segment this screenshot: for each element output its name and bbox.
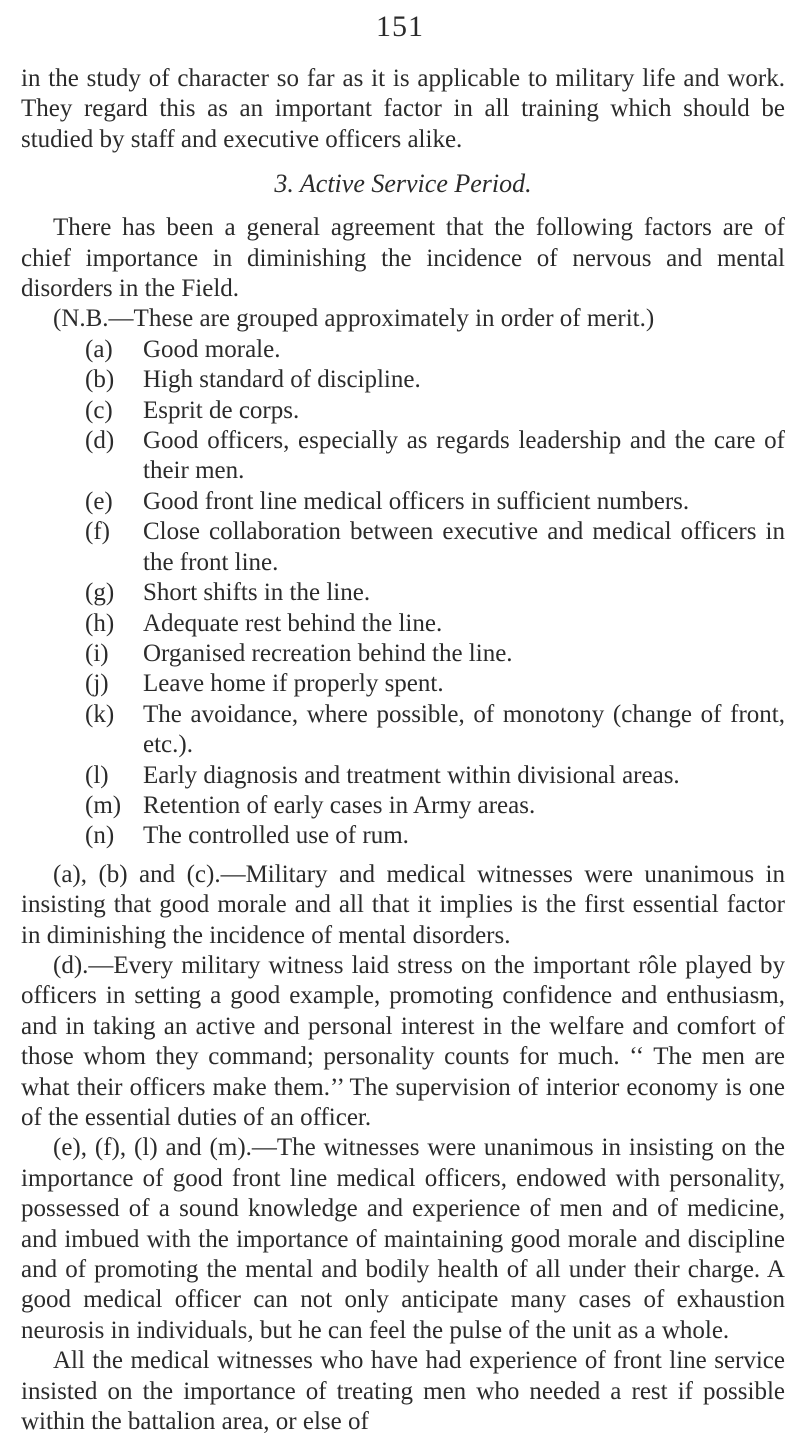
spacer <box>21 852 785 860</box>
list-item-label: (j) <box>85 670 109 698</box>
page-body <box>21 64 785 1437</box>
list-item-text: Good officers, especially as regards leadership and the care of their men. <box>143 427 785 485</box>
list-item <box>21 609 785 639</box>
factors-list <box>21 335 785 852</box>
list-item-text: The controlled use of rum. <box>143 822 409 850</box>
list-item-text: Close collaboration between executive and medical officers in the front line. <box>143 518 785 576</box>
list-item <box>21 821 785 851</box>
section-heading: 3. Active Service Period. <box>274 169 532 199</box>
ranking-note: (N.B.—These are grouped approximately in order of merit.) <box>53 305 655 333</box>
list-item <box>21 396 785 426</box>
list-item <box>21 517 785 578</box>
page-number: 151 <box>376 10 424 43</box>
discussion-paragraph: (d).—Every military witness laid stress on the important rôle played by officers in setting a good example, promoting confidence and enthusiasm, and in taking an active and personal interest in the welfare and comfort of those whom they command; personality counts for much. ‘‘ The men are what their officers make them.’’ The supervision of interior economy is one of the essential duties of an officer. <box>21 951 785 1131</box>
list-item-text: Early diagnosis and treatment within divisional areas. <box>143 761 680 789</box>
list-item-label: (g) <box>85 579 115 607</box>
intro-paragraph: There has been a general agreement that the following factors are of chief importance in diminishing the incidence of nervous and mental disorders in the Field. <box>21 214 785 303</box>
list-item-label: (f) <box>85 518 110 546</box>
list-item <box>21 335 785 365</box>
list-item <box>21 669 785 699</box>
list-item-text: Good morale. <box>143 335 281 363</box>
list-item-label: (k) <box>85 700 115 728</box>
list-item-label: (a) <box>85 335 113 363</box>
list-item-label: (n) <box>85 822 115 850</box>
list-item-label: (c) <box>85 396 113 424</box>
list-item <box>21 578 785 608</box>
list-item-label: (i) <box>85 639 109 667</box>
list-item-text: Esprit de corps. <box>143 396 300 424</box>
list-item-label: (l) <box>85 761 109 789</box>
spacer <box>21 199 785 213</box>
list-item <box>21 639 785 669</box>
opening-paragraph: in the study of character so far as it is applicable to military life and work. They regard this as an important factor in all training which should be studied by staff and executive officers alike. <box>21 65 785 153</box>
list-item-text: Adequate rest behind the line. <box>143 609 443 637</box>
list-item <box>21 761 785 791</box>
list-item-text: Retention of early cases in Army areas. <box>143 791 536 819</box>
spacer <box>21 155 785 169</box>
list-item <box>21 791 785 821</box>
list-item-label: (b) <box>85 366 115 394</box>
list-item-label: (e) <box>85 487 113 515</box>
list-item <box>21 365 785 395</box>
list-item-text: The avoidance, where possible, of monotony (change of front, etc.). <box>143 700 785 759</box>
discussion-paragraph: All the medical witnesses who have had experience of front line service insisted on the importance of treating men who needed a rest if possible within the battalion area, or else of <box>21 1347 785 1436</box>
list-item-label: (m) <box>85 791 122 819</box>
list-item-text: Organised recreation behind the line. <box>143 639 513 667</box>
list-item-text: Short shifts in the line. <box>143 579 371 607</box>
list-item-label: (d) <box>85 427 115 455</box>
list-item <box>21 700 785 761</box>
list-item <box>21 487 785 517</box>
list-item-text: Good front line medical officers in sufficient numbers. <box>143 487 690 515</box>
list-item-text: High standard of discipline. <box>143 366 421 394</box>
list-item <box>21 426 785 487</box>
list-item-text: Leave home if properly spent. <box>143 670 444 698</box>
discussion-paragraph: (a), (b) and (c).—Military and medical witnesses were unanimous in insisting that good morale and all that it implies is the first essential factor in diminishing the incidence of mental disorders. <box>21 860 785 949</box>
list-item-label: (h) <box>85 609 115 637</box>
discussion-paragraph: (e), (f), (l) and (m).—The witnesses were unanimous in insisting on the importance of good front line medical officers, endowed with personality, possessed of a sound knowledge and experience of men and of medicine, and imbued with the importance of maintaining good morale and discipline and of promoting the mental and bodily health of all under their charge. A good medical officer can not only anticipate many cases of exhaustion neurosis in individuals, but he can feel the pulse of the unit as a whole. <box>21 1134 785 1344</box>
